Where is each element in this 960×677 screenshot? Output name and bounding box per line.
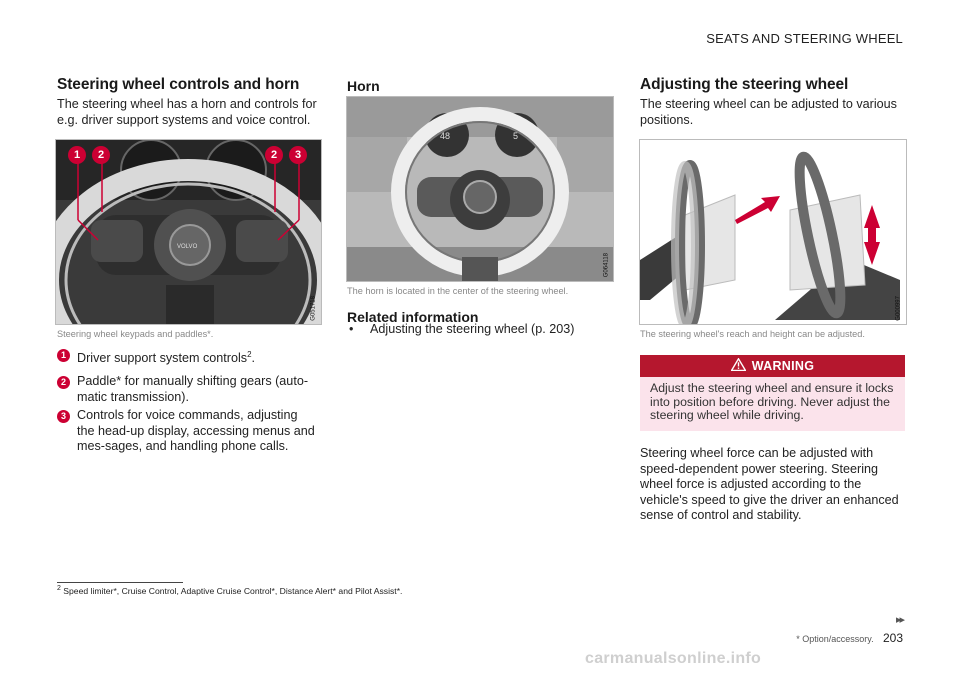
warning-header [640, 355, 905, 377]
figure-caption: Steering wheel keypads and paddles*. [57, 329, 214, 339]
warning-box [640, 355, 905, 431]
dash-speed-readout: 76 [144, 166, 156, 177]
steering-adjust-illustration [640, 140, 906, 324]
svg-text:VOLVO: VOLVO [177, 244, 198, 250]
page-number: 203 [882, 631, 903, 645]
section-heading-controls-horn: Steering wheel controls and horn [57, 76, 300, 93]
callout-3: 3 [289, 146, 307, 164]
figure-id: G000997 [896, 296, 902, 321]
callout-1: 1 [68, 146, 86, 164]
section-heading-horn: Horn [347, 78, 380, 94]
callout-2-right: 2 [265, 146, 283, 164]
figure-caption: The horn is located in the center of the steering wheel. [347, 286, 569, 296]
horn-figure [346, 96, 614, 282]
figure-id: G051718 [311, 296, 317, 321]
related-link-adjusting-wheel[interactable]: Adjusting the steering wheel (p. 203) [370, 322, 575, 336]
intro-paragraph: The steering wheel has a horn and controls for e.g. driver support systems and voice control. [57, 97, 317, 127]
next-page-arrows-icon[interactable]: ▸▸ [895, 614, 903, 626]
option-note: * Option/accessory. [796, 634, 874, 644]
list-item-voice-controls: Controls for voice commands, adjusting the head-up display, accessing menus and mes-sages, and handling phone calls. [77, 408, 315, 453]
page-footer [796, 631, 903, 645]
steering-keypads-figure [55, 139, 322, 325]
item-number-badge: 2 [57, 376, 70, 389]
horn-illustration [347, 97, 613, 281]
figure-id: G064118 [603, 253, 609, 278]
steering-keypads-illustration [56, 140, 321, 324]
item-number-badge: 1 [57, 349, 70, 362]
dash-right-readout: 5 [513, 131, 519, 141]
intro-paragraph: The steering wheel can be adjusted to various positions. [640, 97, 897, 127]
section-heading-adjusting: Adjusting the steering wheel [640, 76, 849, 93]
bullet-dot: • [349, 322, 354, 336]
figure-caption: The steering wheel's reach and height can be adjusted. [640, 329, 865, 339]
running-header: SEATS AND STEERING WHEEL [706, 31, 903, 46]
warning-triangle-icon [731, 358, 746, 374]
related-information-heading: Related information [347, 309, 479, 325]
footnote: $^2$ Speed limiter*, Cruise Control, Adaptive Cruise Control*, Distance Alert* and Pilot Assist*. [57, 585, 403, 596]
footnote-divider [57, 582, 183, 583]
list-item-driver-support: Driver support system controls$^2$. [77, 350, 256, 366]
list-item-paddle: Paddle* for manually shifting gears (auto-matic transmission). [77, 374, 309, 404]
item-number-badge: 3 [57, 410, 70, 423]
warning-title: WARNING [751, 359, 815, 373]
watermark-logo: carmanualsonline.info [585, 650, 762, 667]
dash-left-readout: 48 [440, 131, 451, 141]
power-steering-paragraph: Steering wheel force can be adjusted with speed-dependent power steering. Steering wheel force is adjusted according to the vehicle's speed to give the driver an enhanced sense of control and stability. [640, 446, 899, 522]
steering-adjust-figure [639, 139, 907, 325]
callout-2-left: 2 [92, 146, 110, 164]
warning-text: Adjust the steering wheel and ensure it locks into position before driving. Never adjust the steering wheel while driving. [640, 377, 905, 431]
